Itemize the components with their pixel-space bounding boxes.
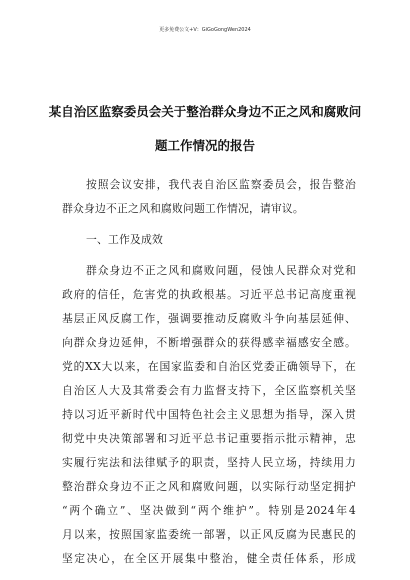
title-line-1: 某自治区监察委员会关于整治群众身边不正之风和腐败问 bbox=[48, 104, 362, 119]
section-heading: 一、工作及成效 bbox=[86, 233, 163, 246]
header-note: 更多免费公文+V：GiGoGongWen2024 bbox=[159, 27, 251, 33]
paragraph-line: 月以来，按照国家监委统一部署，以正风反腐为民惠民的 bbox=[62, 528, 356, 541]
title-line-2: 题工作情况的报告 bbox=[154, 138, 255, 153]
paragraph-line: 群众身边不正之风和腐败问题工作情况，请审议。 bbox=[62, 202, 304, 215]
paragraph-line: 政府的信任，危害党的执政根基。习近平总书记高度重视 bbox=[62, 288, 356, 301]
paragraph-line: 自治区人大及其常委会有力监督支持下，全区监察机关坚 bbox=[62, 384, 356, 397]
paragraph-line: 坚定决心，在全区开展集中整治，健全责任体系，形成 bbox=[62, 552, 356, 565]
paragraph-line: 基层正风反腐工作，强调要推动反腐败斗争向基层延伸、 bbox=[62, 312, 356, 325]
paragraph-line: 向群众身边延伸，不断增强群众的获得感幸福感安全感。 bbox=[62, 336, 356, 349]
paragraph-line: 党的XX大以来，在国家监委和自治区党委正确领导下，在 bbox=[62, 360, 356, 373]
paragraph-line: 彻党中央决策部署和习近平总书记重要指示批示精神，忠 bbox=[62, 432, 356, 445]
paragraph-line: 整治群众身边不正之风和腐败问题，以实际行动坚定拥护 bbox=[62, 480, 356, 493]
paragraph-line: 群众身边不正之风和腐败问题，侵蚀人民群众对党和 bbox=[86, 264, 356, 277]
paragraph-line: 持以习近平新时代中国特色社会主义思想为指导，深入贯 bbox=[62, 408, 356, 421]
paragraph-line: 按照会议安排，我代表自治区监察委员会，报告整治 bbox=[86, 178, 356, 191]
paragraph-line: “两个确立”、坚决做到“两个维护”。特别是2024年4 bbox=[62, 504, 356, 517]
paragraph-line: 实履行宪法和法律赋予的职责，坚持人民立场，持续用力 bbox=[62, 456, 356, 469]
